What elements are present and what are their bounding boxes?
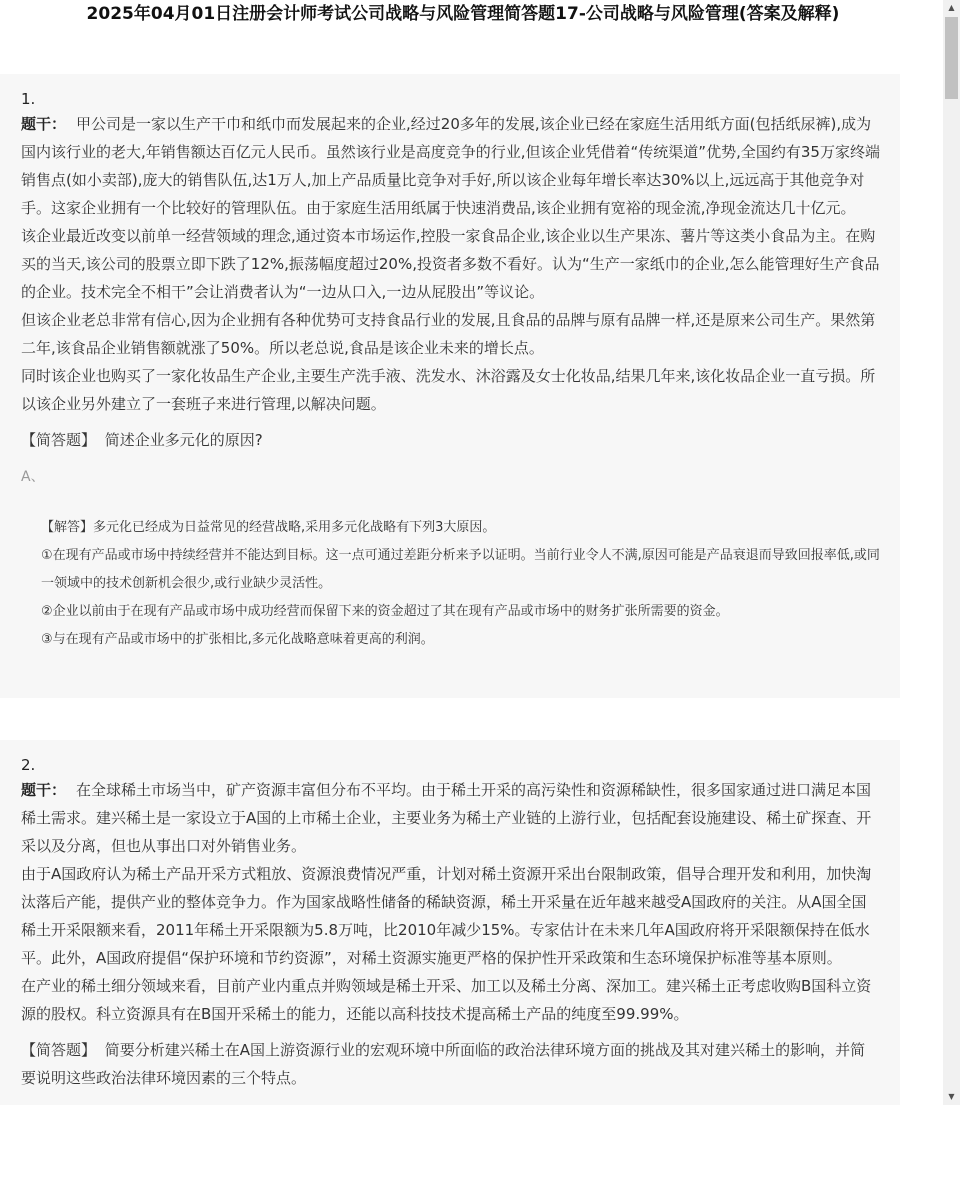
stem-label: 题干： [21, 781, 67, 799]
answer-explanation [41, 514, 880, 654]
question-card-2 [0, 740, 900, 1105]
question-card-1 [0, 74, 900, 698]
answer-line: ①在现有产品或市场中持续经营并不能达到目标。这一点可通过差距分析来予以证明。当前行业令人不满,原因可能是产品衰退而导致回报率低,或同一领域中的技术创新机会很少,或行业缺少灵活性。 [41, 548, 880, 591]
question-type-tag: 【简答题】 [21, 1041, 97, 1059]
stem-paragraph: 但该企业老总非常有信心,因为企业拥有各种优势可支持食品行业的发展,且食品的品牌与原有品牌一样,还是原来公司生产。果然第二年,该食品企业销售额就涨了50%。所以老总说,食品是该企业未来的增长点。 [21, 311, 876, 357]
stem-label: 题干： [21, 115, 67, 133]
stem-paragraph: 该企业最近改变以前单一经营领域的理念,通过资本市场运作,控股一家食品企业,该企业以生产果冻、薯片等这类小食品为主。在购买的当天,该公司的股票立即下跌了12%,振荡幅度超过20%,投资者多数不看好。认为“生产一家纸巾的企业,怎么能管理好生产食品的企业。技术完全不相干”会让消费者认为“一边从口入,一边从屁股出”等议论。 [21, 227, 880, 301]
question-number: 2. [21, 756, 36, 774]
question-type-tag: 【简答题】 [21, 431, 97, 449]
question-prompt [21, 1036, 880, 1092]
stem-paragraph: 由于A国政府认为稀土产品开采方式粗放、资源浪费情况严重，计划对稀土资源开采出台限制政策，倡导合理开发和利用，加快淘汰落后产能，提供产业的整体竞争力。作为国家战略性储备的稀缺资源，稀土开采量在近年越来越受A国政府的关注。从A国全国稀土开采限额来看，2011年稀土开采限额为5.8万吨，比2010年减少15%。专家估计在未来几年A国政府将开采限额保持在低水平。此外，A国政府提倡“保护环境和节约资源”，对稀土资源实施更严格的保护性开采政策和生态环境保护标准等基本原则。 [21, 865, 872, 967]
scrollbar-thumb[interactable] [945, 17, 958, 99]
content-viewport[interactable] [0, 40, 926, 1105]
stem-paragraph: 同时该企业也购买了一家化妆品生产企业,主要生产洗手液、洗发水、沐浴露及女士化妆品,结果几年来,该化妆品企业一直亏损。所以该企业另外建立了一套班子来进行管理,以解决问题。 [21, 367, 876, 413]
answer-line: ②企业以前由于在现有产品或市场中成功经营而保留下来的资金超过了其在现有产品或市场中的财务扩张所需要的资金。 [41, 604, 729, 619]
question-prompt [21, 426, 880, 454]
question-stem [21, 776, 880, 860]
stem-paragraph: 在全球稀土市场当中，矿产资源丰富但分布不平均。由于稀土开采的高污染性和资源稀缺性，很多国家通过进口满足本国稀土需求。建兴稀土是一家设立于A国的上市稀土企业，主要业务为稀土产业链的上游行业，包括配套设施建设、稀土矿探查、开采以及分离，但也从事出口对外销售业务。 [21, 781, 872, 855]
answer-line: 【解答】多元化已经成为日益常见的经营战略,采用多元化战略有下列3大原因。 [41, 520, 496, 535]
stem-paragraph: 在产业的稀土细分领域来看，目前产业内重点并购领域是稀土开采、加工以及稀土分离、深加工。建兴稀土正考虑收购B国科立资源的股权。科立资源具有在B国开采稀土的能力，还能以高科技技术提高稀土产品的纯度至99.99%。 [21, 977, 872, 1023]
question-text: 简要分析建兴稀土在A国上游资源行业的宏观环境中所面临的政治法律环境方面的挑战及其对建兴稀土的影响，并简要说明这些政治法律环境因素的三个特点。 [21, 1041, 866, 1087]
question-text: 简述企业多元化的原因? [104, 431, 263, 449]
scroll-down-arrow-icon[interactable]: ▼ [948, 1092, 955, 1101]
vertical-scrollbar[interactable] [943, 0, 960, 1105]
stem-paragraph: 甲公司是一家以生产干巾和纸巾而发展起来的企业,经过20多年的发展,该企业已经在家庭生活用纸方面(包括纸尿裤),成为国内该行业的老大,年销售额达百亿元人民币。虽然该行业是高度竞争的行业,但该企业凭借着“传统渠道”优势,全国约有35万家终端销售点(如小卖部),庞大的销售队伍,达1万人,加上产品质量比竞争对手好,所以该企业每年增长率达30%以上,远远高于其他竞争对手。这家企业拥有一个比较好的管理队伍。由于家庭生活用纸属于快速消费品,该企业拥有宽裕的现金流,净现金流达几十亿元。 [21, 115, 880, 217]
scroll-up-arrow-icon[interactable]: ▲ [948, 3, 955, 12]
question-number: 1. [21, 90, 36, 108]
page-title: 2025年04月01日注册会计师考试公司战略与风险管理简答题17-公司战略与风险管理(答案及解释) [86, 4, 840, 24]
question-stem [21, 110, 880, 222]
answer-option-a[interactable]: A、 [21, 469, 45, 485]
answer-line: ③与在现有产品或市场中的扩张相比,多元化战略意味着更高的利润。 [41, 632, 434, 647]
